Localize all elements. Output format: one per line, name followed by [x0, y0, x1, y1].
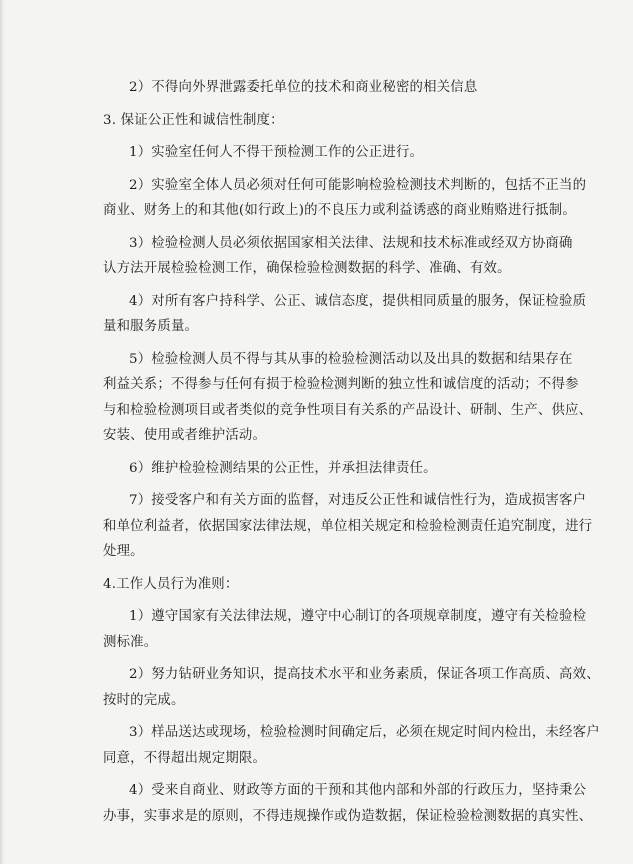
text-line: 4.工作人员行为准则： — [103, 576, 239, 592]
text-line: 商业、财务上的和其他(如行政上)的不良压力或利益诱惑的商业贿赂进行抵制。 — [103, 203, 576, 218]
document-body — [103, 75, 600, 829]
section-heading — [103, 108, 573, 134]
text-line: 7）接受客户和有关方面的监督，对违反公正性和诚信性行为，造成损害客户 — [129, 493, 587, 508]
clause-item — [103, 720, 600, 771]
clause-item — [103, 289, 587, 340]
clause-item — [103, 604, 587, 655]
text-line: 同意，不得超出规定期限。 — [103, 750, 267, 766]
clause-item — [103, 75, 573, 101]
text-line: 2）实验室全体人员必须对任何可能影响检验检测技术判断的，包括不正当的 — [129, 177, 587, 193]
text-line: 与和检验检测项目或者类似的竞争性项目有关系的产品设计、研制、生产、供应、 — [103, 402, 593, 418]
text-line: 量和服务质量。 — [103, 319, 199, 334]
text-line: 认方法开展检验检测工作，确保检验检测数据的科学、准确、有效。 — [103, 261, 511, 276]
section-heading — [103, 572, 573, 598]
text-line: 5）检验检测人员不得与其从事的检验检测活动以及出具的数据和结果存在 — [129, 351, 573, 367]
text-line: 和单位利益者，依据国家法律法规，单位相关规定和检验检测责任追究制度，进行 — [103, 518, 593, 534]
text-line: 安装、使用或者维护活动。 — [103, 428, 267, 443]
clause-item — [103, 231, 573, 282]
text-line: 利益关系；不得参与任何有损于检验检测判断的独立性和诚信度的活动；不得参 — [103, 377, 579, 392]
text-line: 4）对所有客户持科学、公正、诚信态度，提供相同质量的服务，保证检验质 — [129, 293, 587, 309]
text-line: 处理。 — [103, 544, 144, 559]
text-line: 3. 保证公正性和诚信性制度： — [103, 112, 284, 128]
text-line: 6）维护检验检测结果的公正性，并承担法律责任。 — [129, 460, 437, 476]
text-line: 1）遵守国家有关法律法规，遵守中心制订的各项规章制度，遵守有关检验检 — [129, 609, 587, 624]
clause-item — [103, 488, 593, 565]
text-line: 2）努力钻研业务知识，提高技术水平和业务素质，保证各项工作高质、高效、 — [129, 667, 600, 682]
clause-item — [103, 456, 573, 482]
text-line: 4）受来自商业、财政等方面的干预和其他内部和外部的行政压力，坚持秉公 — [129, 783, 587, 798]
text-line: 办事，实事求是的原则，不得违规操作或伪造数据，保证检验检测数据的真实性、 — [103, 808, 593, 824]
scan-edge — [0, 0, 4, 864]
clause-item — [103, 347, 593, 449]
clause-item — [103, 173, 587, 224]
text-line: 3）样品送达或现场，检验检测时间确定后，必须在规定时间内检出，未经客户 — [129, 725, 600, 740]
text-line: 2）不得向外界泄露委托单位的技术和商业秘密的相关信息 — [129, 80, 478, 95]
clause-item — [103, 662, 600, 713]
clause-item — [103, 140, 573, 166]
text-line: 测标准。 — [103, 634, 158, 650]
clause-item — [103, 778, 593, 829]
text-line: 3）检验检测人员必须依据国家相关法律、法规和技术标准或经双方协商确 — [129, 235, 573, 251]
text-line: 按时的完成。 — [103, 692, 185, 708]
text-line: 1）实验室任何人不得干预检测工作的公正进行。 — [129, 145, 424, 160]
